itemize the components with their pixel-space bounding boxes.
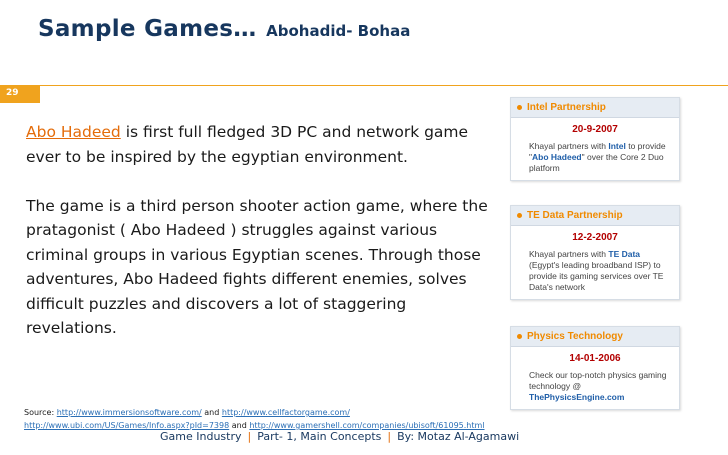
bullet-icon [517,105,522,110]
footer [160,430,519,443]
physics-engine-link[interactable]: ThePhysicsEngine.com [529,392,625,402]
bullet-icon [517,334,522,339]
news-date: 12-2-2007 [572,232,618,243]
news-text-part: (Egypt's leading broadband ISP) to provide its gaming services over TE Data's network [529,260,664,292]
source-and: and [204,408,220,417]
news-text-part: Check our top-notch physics gaming technology @ [529,370,667,391]
news-card-physics [510,326,680,410]
tedata-link[interactable]: TE Data [608,249,641,259]
news-header-label: TE Data Partnership [527,210,623,221]
footer-left: Game Industry [160,430,242,443]
paragraph-2: The game is a third person shooter action game, where the pratagonist ( Abo Hadeed ) struggles against various criminal groups in various Egyptian scenes. Through those adventures, Abo Hadeed fights different enemies, solves difficult puzzles and discovers a lot of staggering revelations. [26,196,488,337]
source-link-immersion[interactable]: http://www.immersionsoftware.com/ [56,408,202,417]
footer-right: By: Motaz Al-Agamawi [397,430,520,443]
news-header [511,98,679,118]
footer-mid: Part- 1, Main Concepts [257,430,382,443]
divider-bar [0,85,728,86]
news-header-label: Intel Partnership [527,102,606,113]
slide-title [38,16,410,42]
news-text [511,139,679,180]
news-text-part: " over the Core 2 Duo platform [529,152,664,173]
news-header [511,327,679,347]
news-text-part: Khayal partners with [529,249,609,259]
news-card-tedata [510,205,680,300]
source-citation [24,406,714,432]
news-card-intel [510,97,680,181]
slide-number: 29 [0,85,40,103]
source-and: and [231,421,247,430]
intel-link[interactable]: Intel [608,141,626,151]
footer-separator: | [387,430,392,443]
footer-separator: | [247,430,252,443]
news-text-part: to provide " [529,141,666,162]
title-subtitle: Abohadid- Bohaa [266,22,411,40]
news-text [511,368,679,409]
body-text [26,120,496,365]
abo-hadeed-link[interactable]: Abo Hadeed [26,123,121,141]
source-link-gamershell[interactable]: http://www.gamershell.com/companies/ubisoft/61095.html [249,421,485,430]
bullet-icon [517,213,522,218]
title-main: Sample Games… [38,16,257,42]
news-text [511,247,679,299]
paragraph-1-text: is first full fledged 3D PC and network game ever to be inspired by the egyptian environment. [26,123,469,166]
news-header-label: Physics Technology [527,331,623,342]
news-text-part: Khayal partners with [529,141,609,151]
news-date: 14-01-2006 [569,353,621,364]
source-link-ubi[interactable]: http://www.ubi.com/US/Games/Info.aspx?pId=7398 [24,421,230,430]
abo-hadeed-news-link[interactable]: Abo Hadeed [532,152,582,162]
source-label: Source: [24,408,55,417]
news-date: 20-9-2007 [572,124,618,135]
news-header [511,206,679,226]
paragraph-1 [26,120,496,169]
source-link-cellfactor[interactable]: http://www.cellfactorgame.com/ [221,408,350,417]
